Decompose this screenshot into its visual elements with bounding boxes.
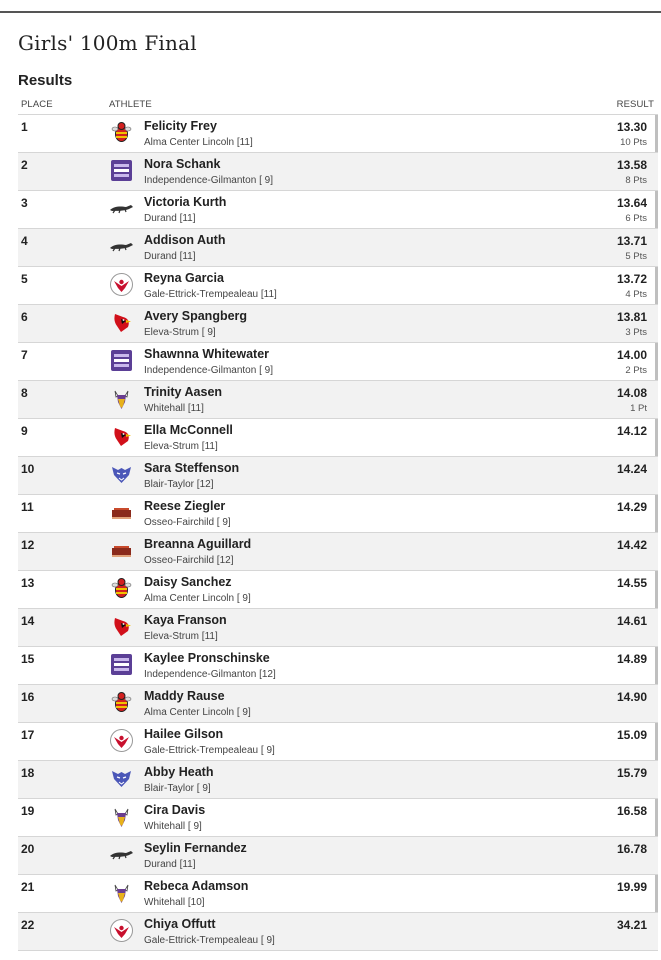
results-heading: Results	[18, 72, 73, 89]
place-cell: 5	[21, 272, 28, 286]
result-mark: 14.00	[616, 348, 647, 362]
result-mark: 14.89	[616, 652, 647, 666]
result-row[interactable]	[18, 153, 658, 191]
place-cell: 13	[21, 576, 35, 590]
athlete-name-link[interactable]: Abby Heath	[144, 765, 214, 779]
athlete-name-link[interactable]: Felicity Frey	[144, 119, 217, 133]
team-link[interactable]: Independence-Gilmanton [ 9]	[144, 175, 273, 186]
athlete-name-link[interactable]: Rebeca Adamson	[144, 879, 249, 893]
thunder-icon	[109, 538, 134, 563]
place-cell: 2	[21, 158, 28, 172]
points-value: 1 Pt	[630, 403, 647, 414]
place-cell: 8	[21, 386, 28, 400]
athlete-name-link[interactable]: Shawnna Whitewater	[144, 347, 270, 361]
team-link[interactable]: Eleva-Strum [ 9]	[144, 327, 216, 338]
panther-icon	[109, 234, 134, 259]
hornet-icon	[109, 576, 134, 601]
results-rows	[18, 114, 658, 951]
result-mark: 13.71	[616, 234, 647, 248]
column-header-place[interactable]: PLACE	[21, 99, 53, 110]
athlete-name-link[interactable]: Kaya Franson	[144, 613, 227, 627]
wildcat-icon	[109, 462, 134, 487]
event-title: Girls' 100m Final	[18, 31, 197, 55]
hornet-icon	[109, 690, 134, 715]
points-value: 10 Pts	[620, 137, 647, 148]
place-cell: 6	[21, 310, 28, 324]
team-link[interactable]: Durand [11]	[144, 251, 196, 262]
column-header-result[interactable]: RESULT	[616, 99, 654, 110]
result-row[interactable]	[18, 343, 658, 381]
athlete-name-link[interactable]: Nora Schank	[144, 157, 221, 171]
result-row[interactable]	[18, 495, 658, 533]
team-link[interactable]: Whitehall [10]	[144, 897, 205, 908]
cardinal-icon	[109, 310, 134, 335]
place-cell: 7	[21, 348, 28, 362]
team-link[interactable]: Blair-Taylor [ 9]	[144, 783, 211, 794]
athlete-name-link[interactable]: Reyna Garcia	[144, 271, 224, 285]
result-mark: 15.09	[616, 728, 647, 742]
athlete-name-link[interactable]: Ella McConnell	[144, 423, 233, 437]
result-mark: 14.90	[616, 690, 647, 704]
athlete-name-link[interactable]: Trinity Aasen	[144, 385, 223, 399]
results-table-header	[18, 96, 658, 114]
points-value: 6 Pts	[625, 213, 647, 224]
athlete-name-link[interactable]: Hailee Gilson	[144, 727, 224, 741]
team-link[interactable]: Gale-Ettrick-Trempealeau [ 9]	[144, 745, 275, 756]
athlete-name-link[interactable]: Maddy Rause	[144, 689, 225, 703]
redhawk-icon	[109, 728, 134, 753]
result-row[interactable]	[18, 115, 658, 153]
team-link[interactable]: Gale-Ettrick-Trempealeau [ 9]	[144, 935, 275, 946]
result-mark: 14.55	[616, 576, 647, 590]
result-mark: 14.12	[616, 424, 647, 438]
result-mark: 14.24	[616, 462, 647, 476]
result-row[interactable]	[18, 723, 658, 761]
athlete-name-link[interactable]: Victoria Kurth	[144, 195, 227, 209]
place-cell: 22	[21, 918, 35, 932]
result-row[interactable]	[18, 875, 658, 913]
team-link[interactable]: Durand [11]	[144, 213, 196, 224]
result-row[interactable]	[18, 571, 658, 609]
panther-icon	[109, 196, 134, 221]
viking-icon	[109, 386, 134, 411]
points-value: 5 Pts	[625, 251, 647, 262]
place-cell: 20	[21, 842, 35, 856]
result-row[interactable]	[18, 837, 658, 875]
result-mark: 13.72	[616, 272, 647, 286]
place-cell: 10	[21, 462, 35, 476]
athlete-name-link[interactable]: Reese Ziegler	[144, 499, 226, 513]
points-value: 3 Pts	[625, 327, 647, 338]
place-cell: 17	[21, 728, 35, 742]
column-header-athlete[interactable]: ATHLETE	[109, 99, 152, 110]
place-cell: 1	[21, 120, 28, 134]
result-row[interactable]	[18, 609, 658, 647]
result-row[interactable]	[18, 533, 658, 571]
place-cell: 18	[21, 766, 35, 780]
result-mark: 13.64	[616, 196, 647, 210]
result-row[interactable]	[18, 913, 658, 951]
result-mark: 19.99	[616, 880, 647, 894]
result-mark: 15.79	[616, 766, 647, 780]
result-row[interactable]	[18, 419, 658, 457]
team-link[interactable]: Alma Center Lincoln [ 9]	[144, 593, 251, 604]
result-row[interactable]	[18, 191, 658, 229]
team-link[interactable]: Eleva-Strum [11]	[144, 631, 218, 642]
team-link[interactable]: Gale-Ettrick-Trempealeau [11]	[144, 289, 277, 300]
place-cell: 14	[21, 614, 35, 628]
athlete-name-link[interactable]: Addison Auth	[144, 233, 226, 247]
team-link[interactable]: Eleva-Strum [11]	[144, 441, 218, 452]
result-mark: 13.81	[616, 310, 647, 324]
athlete-name-link[interactable]: Kaylee Pronschinske	[144, 651, 270, 665]
cardinal-icon	[109, 614, 134, 639]
hornet-icon	[109, 120, 134, 145]
place-cell: 19	[21, 804, 35, 818]
place-cell: 16	[21, 690, 35, 704]
result-row[interactable]	[18, 381, 658, 419]
result-row[interactable]	[18, 457, 658, 495]
result-mark: 13.58	[616, 158, 647, 172]
points-value: 8 Pts	[625, 175, 647, 186]
indees-icon	[109, 652, 134, 677]
result-row[interactable]	[18, 305, 658, 343]
athlete-name-link[interactable]: Chiya Offutt	[144, 917, 216, 931]
result-mark: 14.29	[616, 500, 647, 514]
place-cell: 4	[21, 234, 28, 248]
panther-icon	[109, 842, 134, 867]
place-cell: 3	[21, 196, 28, 210]
indees-icon	[109, 158, 134, 183]
results-table	[18, 96, 658, 951]
athlete-name-link[interactable]: Cira Davis	[144, 803, 206, 817]
athlete-name-link[interactable]: Seylin Fernandez	[144, 841, 247, 855]
team-link[interactable]: Alma Center Lincoln [11]	[144, 137, 253, 148]
result-mark: 14.61	[616, 614, 647, 628]
team-link[interactable]: Whitehall [11]	[144, 403, 204, 414]
redhawk-icon	[109, 918, 134, 943]
athlete-name-link[interactable]: Sara Steffenson	[144, 461, 240, 475]
result-mark: 34.21	[616, 918, 647, 932]
team-link[interactable]: Durand [11]	[144, 859, 196, 870]
top-divider	[0, 11, 661, 13]
team-link[interactable]: Osseo-Fairchild [12]	[144, 555, 234, 566]
athlete-name-link[interactable]: Breanna Aguillard	[144, 537, 252, 551]
athlete-name-link[interactable]: Avery Spangberg	[144, 309, 248, 323]
result-row[interactable]	[18, 799, 658, 837]
team-link[interactable]: Independence-Gilmanton [12]	[144, 669, 276, 680]
points-value: 2 Pts	[625, 365, 647, 376]
team-link[interactable]: Osseo-Fairchild [ 9]	[144, 517, 231, 528]
redhawk-icon	[109, 272, 134, 297]
cardinal-icon	[109, 424, 134, 449]
team-link[interactable]: Alma Center Lincoln [ 9]	[144, 707, 251, 718]
result-mark: 14.08	[616, 386, 647, 400]
result-mark: 16.78	[616, 842, 647, 856]
points-value: 4 Pts	[625, 289, 647, 300]
result-row[interactable]	[18, 685, 658, 723]
place-cell: 15	[21, 652, 35, 666]
place-cell: 12	[21, 538, 35, 552]
result-row[interactable]	[18, 761, 658, 799]
result-mark: 14.42	[616, 538, 647, 552]
team-link[interactable]: Blair-Taylor [12]	[144, 479, 214, 490]
viking-icon	[109, 880, 134, 905]
place-cell: 9	[21, 424, 28, 438]
team-link[interactable]: Independence-Gilmanton [ 9]	[144, 365, 273, 376]
place-cell: 11	[21, 500, 34, 514]
indees-icon	[109, 348, 134, 373]
result-row[interactable]	[18, 229, 658, 267]
viking-icon	[109, 804, 134, 829]
place-cell: 21	[21, 880, 35, 894]
wildcat-icon	[109, 766, 134, 791]
result-row[interactable]	[18, 267, 658, 305]
result-row[interactable]	[18, 647, 658, 685]
athlete-name-link[interactable]: Daisy Sanchez	[144, 575, 232, 589]
result-mark: 13.30	[616, 120, 647, 134]
result-mark: 16.58	[616, 804, 647, 818]
team-link[interactable]: Whitehall [ 9]	[144, 821, 202, 832]
thunder-icon	[109, 500, 134, 525]
